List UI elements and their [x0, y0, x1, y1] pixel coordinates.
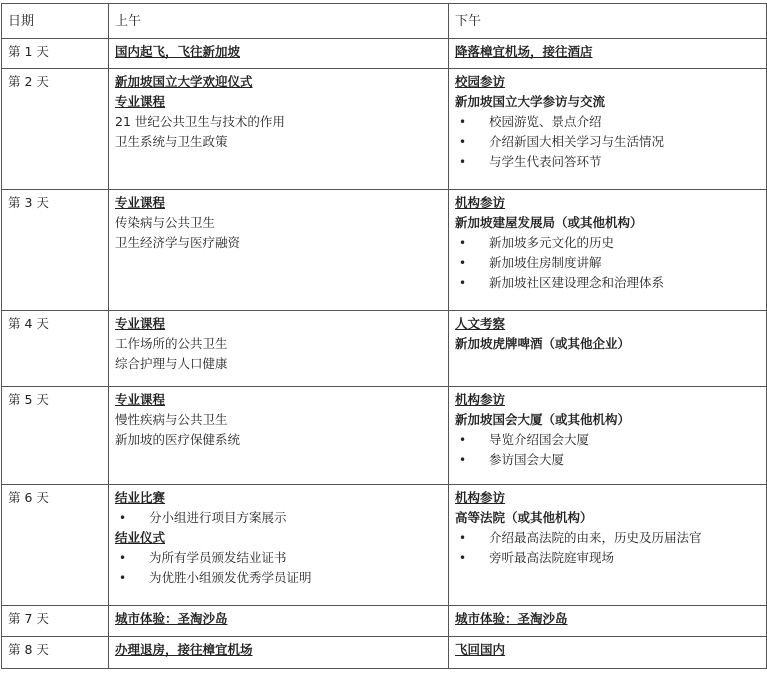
afternoon-cell [449, 387, 767, 485]
morning-cell [109, 69, 449, 190]
section-heading: 降落樟宜机场，接往酒店 [455, 44, 593, 59]
course-item: 传染病与公共卫生 [115, 215, 216, 230]
section-heading: 国内起飞，飞往新加坡 [115, 44, 241, 59]
bullet-item: • 新加坡社区建设理念和治理体系 [455, 273, 760, 293]
header-date: 日期 [2, 4, 109, 39]
section-heading: 新加坡国立大学欢迎仪式 [115, 74, 253, 89]
day-row [2, 311, 767, 387]
morning-cell [109, 387, 449, 485]
schedule-body [2, 39, 767, 669]
day-row [2, 606, 767, 637]
course-item: 慢性疾病与公共卫生 [115, 412, 228, 427]
course-item: 卫生系统与卫生政策 [115, 134, 228, 149]
afternoon-cell [449, 39, 767, 69]
day-label: 第 1 天 [2, 39, 109, 69]
day-label: 第 4 天 [2, 311, 109, 387]
bullet-item: • 新加坡多元文化的历史 [455, 233, 760, 253]
afternoon-cell [449, 485, 767, 606]
day-row [2, 190, 767, 311]
bullet-item: • 为优胜小组颁发优秀学员证明 [115, 568, 442, 588]
bullet-item: • 介绍最高法院的由来，历史及历届法官 [455, 528, 760, 548]
bullet-list [115, 508, 442, 528]
section-heading: 结业比赛 [115, 490, 166, 505]
section-heading: 结业仪式 [115, 530, 166, 545]
morning-cell [109, 190, 449, 311]
day-row [2, 39, 767, 69]
bullet-list [455, 112, 760, 172]
morning-cell [109, 637, 449, 669]
venue-title: 新加坡建屋发展局（或其他机构） [455, 215, 643, 230]
bullet-item: • 与学生代表问答环节 [455, 152, 760, 172]
bullet-item: • 介绍新国大相关学习与生活情况 [455, 132, 760, 152]
afternoon-cell [449, 637, 767, 669]
header-row [2, 4, 767, 39]
section-heading: 城市体验：圣淘沙岛 [115, 611, 228, 626]
morning-cell [109, 606, 449, 637]
course-item: 新加坡的医疗保健系统 [115, 432, 241, 447]
section-heading: 人文考察 [455, 316, 506, 331]
section-heading: 办理退房，接往樟宜机场 [115, 642, 253, 657]
section-heading: 专业课程 [115, 392, 166, 407]
header-morning: 上午 [109, 4, 449, 39]
day-label: 第 6 天 [2, 485, 109, 606]
bullet-list [455, 430, 760, 470]
course-item: 卫生经济学与医疗融资 [115, 235, 241, 250]
morning-cell [109, 485, 449, 606]
bullet-item: • 新加坡住房制度讲解 [455, 253, 760, 273]
bullet-item: • 参访国会大厦 [455, 450, 760, 470]
day-label: 第 5 天 [2, 387, 109, 485]
header-afternoon: 下午 [449, 4, 767, 39]
section-heading: 专业课程 [115, 316, 166, 331]
bullet-list [455, 528, 760, 568]
bullet-item: • 校园游览、景点介绍 [455, 112, 760, 132]
bullet-item: • 为所有学员颁发结业证书 [115, 548, 442, 568]
afternoon-cell [449, 69, 767, 190]
day-label: 第 3 天 [2, 190, 109, 311]
bullet-item: • 导览介绍国会大厦 [455, 430, 760, 450]
afternoon-cell [449, 606, 767, 637]
venue-title: 新加坡国会大厦（或其他机构） [455, 412, 631, 427]
day-row [2, 69, 767, 190]
venue-title: 高等法院（或其他机构） [455, 510, 593, 525]
section-heading: 专业课程 [115, 94, 166, 109]
morning-cell [109, 311, 449, 387]
day-label: 第 2 天 [2, 69, 109, 190]
morning-cell [109, 39, 449, 69]
afternoon-cell [449, 311, 767, 387]
bullet-item: • 分小组进行项目方案展示 [115, 508, 442, 528]
afternoon-cell [449, 190, 767, 311]
bullet-list [455, 233, 760, 293]
section-heading: 城市体验：圣淘沙岛 [455, 611, 568, 626]
section-heading: 校园参访 [455, 74, 506, 89]
schedule-table [1, 3, 767, 669]
section-heading: 机构参访 [455, 490, 506, 505]
venue-title: 新加坡虎牌啤酒（或其他企业） [455, 336, 631, 351]
course-item: 综合护理与人口健康 [115, 356, 228, 371]
day-row [2, 637, 767, 669]
section-heading: 专业课程 [115, 195, 166, 210]
day-label: 第 7 天 [2, 606, 109, 637]
course-item: 21 世纪公共卫生与技术的作用 [115, 114, 285, 129]
bullet-list [115, 548, 442, 588]
bullet-item: • 旁听最高法院庭审现场 [455, 548, 760, 568]
section-heading: 机构参访 [455, 195, 506, 210]
day-row [2, 485, 767, 606]
day-row [2, 387, 767, 485]
day-label: 第 8 天 [2, 637, 109, 669]
section-heading: 机构参访 [455, 392, 506, 407]
course-item: 工作场所的公共卫生 [115, 336, 228, 351]
section-heading: 飞回国内 [455, 642, 506, 657]
venue-title: 新加坡国立大学参访与交流 [455, 94, 606, 109]
